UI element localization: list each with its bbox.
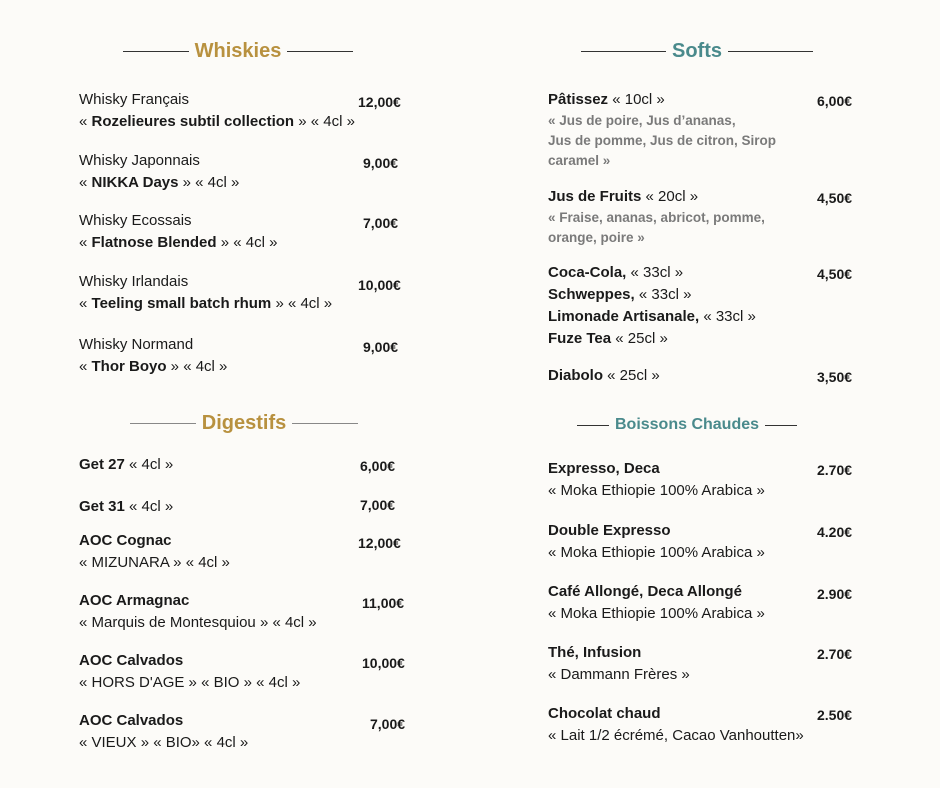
- heading-rule: [123, 51, 189, 52]
- item-price: 11,00€: [362, 595, 405, 611]
- menu-item-whisky-francais: [79, 89, 355, 133]
- item-price: 9,00€: [363, 155, 399, 171]
- item-price: 2.90€: [817, 586, 853, 602]
- item-price: 6,00€: [817, 93, 853, 109]
- menu-item-cafe-allonge: Café Allongé, Deca Allongé « Moka Ethiopie 100% Arabica »: [548, 583, 765, 622]
- item-price: 7,00€: [363, 215, 399, 231]
- menu-item-sodas: Coca-Cola, « 33cl » Schweppes, « 33cl » Limonade Artisanale, « 33cl » Fuze Tea « 25cl »: [548, 264, 756, 347]
- menu-item-jus-de-fruits: Jus de Fruits « 20cl » « Fraise, ananas, abricot, pomme, orange, poire »: [548, 186, 765, 248]
- menu-item-patissez: Pâtissez « 10cl » « Jus de poire, Jus d’ananas, Jus de pomme, Jus de citron, Sirop caramel »: [548, 89, 776, 171]
- item-price: 10,00€: [358, 277, 401, 293]
- item-name: Whisky Normand: [79, 336, 194, 353]
- item-detail: « NIKKA Days » « 4cl »: [79, 174, 240, 191]
- item-description: « Jus de poire, Jus d’ananas,: [548, 113, 736, 128]
- item-detail: « Teeling small batch rhum » « 4cl »: [79, 295, 333, 312]
- menu-item-aoc-calvados-vieux: AOC Calvados « VIEUX » « BIO» « 4cl »: [79, 712, 249, 751]
- item-name: Whisky Japonnais: [79, 152, 200, 169]
- menu-item-double-expresso: Double Expresso « Moka Ethiopie 100% Arabica »: [548, 522, 765, 561]
- menu-item-diabolo: Diabolo « 25cl »: [548, 367, 660, 384]
- item-price: 3,50€: [817, 369, 853, 385]
- heading-rule: [728, 51, 813, 52]
- heading-rule: [765, 425, 797, 426]
- softs-title: Softs: [672, 39, 722, 62]
- item-name: Whisky Irlandais: [79, 273, 189, 290]
- item-price: 2.70€: [817, 462, 853, 478]
- item-detail: « Rozelieures subtil collection » « 4cl »: [79, 113, 355, 130]
- heading-rule: [581, 51, 666, 52]
- boissons-chaudes-title: Boissons Chaudes: [614, 416, 760, 433]
- item-detail: « Thor Boyo » « 4cl »: [79, 358, 228, 375]
- menu-item-the-infusion: Thé, Infusion « Dammann Frères »: [548, 644, 690, 683]
- menu-item-aoc-cognac: AOC Cognac « MIZUNARA » « 4cl »: [79, 532, 230, 571]
- item-description: orange, poire »: [548, 230, 645, 245]
- menu-item-whisky-ecossais: [79, 210, 277, 254]
- boissons-chaudes-heading: [569, 413, 805, 437]
- item-description: « Fraise, ananas, abricot, pomme,: [548, 210, 765, 225]
- menu-item-whisky-normand: [79, 334, 227, 378]
- menu-item-get31: Get 31 « 4cl »: [79, 498, 174, 515]
- item-price: 7,00€: [370, 716, 406, 732]
- menu-item-whisky-japonnais: [79, 150, 239, 194]
- menu-item-aoc-armagnac: AOC Armagnac « Marquis de Montesquiou » « 4cl »: [79, 592, 317, 631]
- whiskies-heading: [120, 38, 356, 64]
- menu-item-whisky-irlandais: [79, 271, 332, 315]
- item-price: 10,00€: [362, 655, 405, 671]
- item-price: 12,00€: [358, 535, 401, 551]
- digestifs-title: Digestifs: [201, 411, 287, 434]
- item-name: Whisky Ecossais: [79, 212, 192, 229]
- item-price: 2.50€: [817, 707, 853, 723]
- item-description: caramel »: [548, 153, 611, 168]
- item-price: 6,00€: [360, 458, 396, 474]
- item-detail: « Flatnose Blended » « 4cl »: [79, 234, 278, 251]
- heading-rule: [287, 51, 353, 52]
- whiskies-title: Whiskies: [194, 39, 282, 62]
- menu-item-get27: Get 27 « 4cl »: [79, 456, 174, 473]
- item-price: 4,50€: [817, 266, 853, 282]
- menu-item-chocolat-chaud: Chocolat chaud « Lait 1/2 écrémé, Cacao Vanhoutten»: [548, 705, 804, 744]
- item-price: 12,00€: [358, 94, 401, 110]
- item-price: 7,00€: [360, 497, 396, 513]
- item-price: 4.20€: [817, 524, 853, 540]
- heading-rule: [292, 423, 358, 424]
- menu-item-aoc-calvados-hors-dage: AOC Calvados « HORS D'AGE » « BIO » « 4cl »: [79, 652, 301, 691]
- digestifs-heading: [126, 410, 362, 436]
- item-price: 4,50€: [817, 190, 853, 206]
- item-name: Whisky Français: [79, 91, 190, 108]
- heading-rule: [130, 423, 196, 424]
- softs-heading: [579, 38, 815, 64]
- item-price: 2.70€: [817, 646, 853, 662]
- item-description: Jus de pomme, Jus de citron, Sirop: [548, 133, 777, 148]
- menu-item-expresso: Expresso, Deca « Moka Ethiopie 100% Arabica »: [548, 460, 765, 499]
- item-price: 9,00€: [363, 339, 399, 355]
- heading-rule: [577, 425, 609, 426]
